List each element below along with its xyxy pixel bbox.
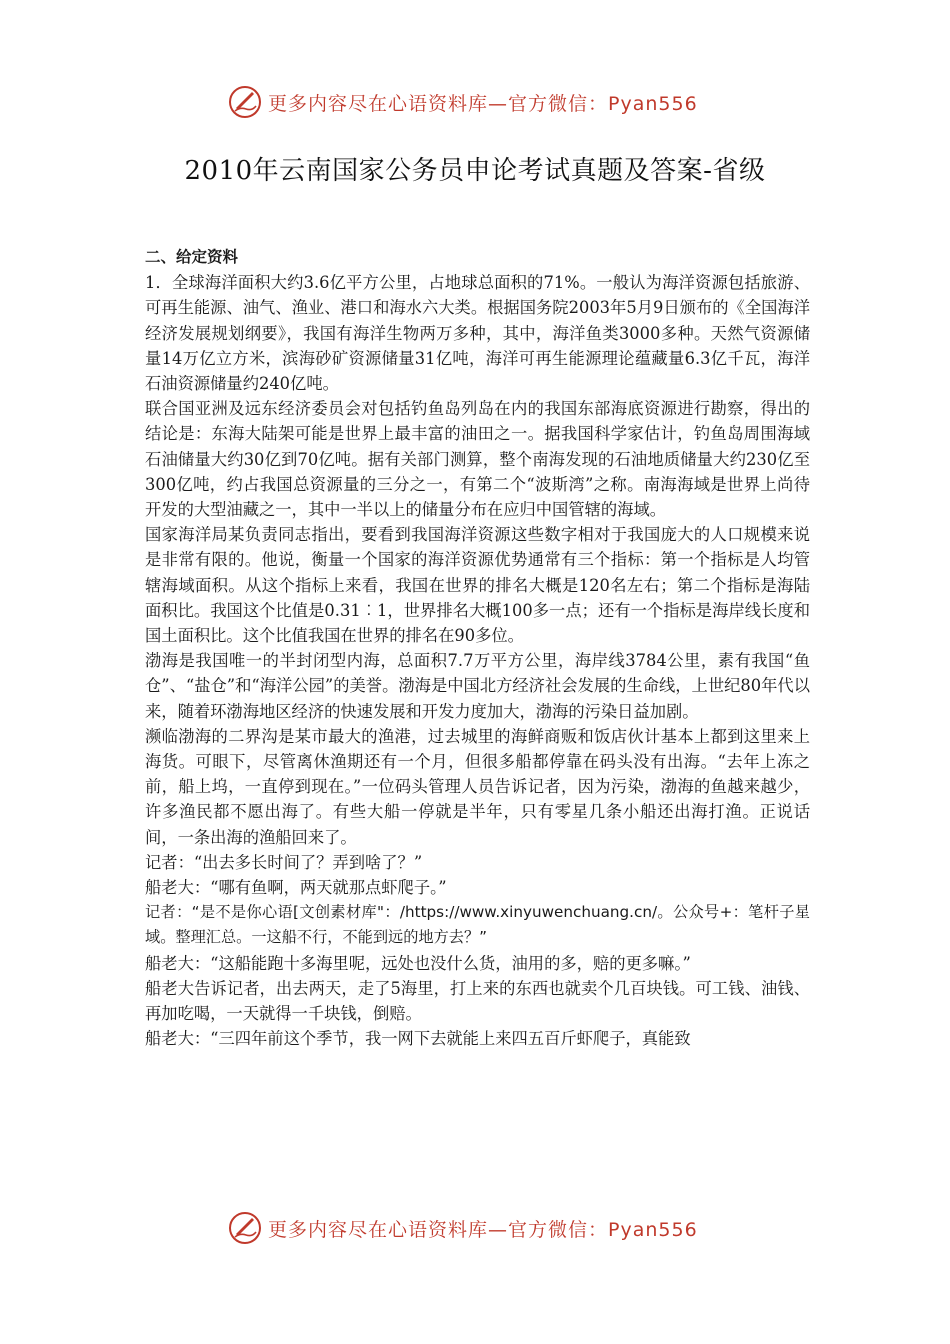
- book-quill-logo-icon: [228, 85, 262, 119]
- header-watermark-banner: [228, 84, 698, 120]
- paragraph: 联合国亚洲及远东经济委员会对包括钓鱼岛列岛在内的我国东部海底资源进行勘察，得出的结论是：东海大陆架可能是世界上最丰富的油田之一。据我国科学家估计，钓鱼岛周围海域石油储量大约30亿到70亿吨。据有关部门测算，整个南海发现的石油地质储量大约230亿至300亿吨，约占我国总资源量的三分之一，有第二个“波斯湾”之称。南海海域是世界上尚待开发的大型油藏之一，其中一半以上的储量分布在应归中国管辖的海域。: [145, 399, 810, 520]
- paragraph: 濒临渤海的二界沟是某市最大的渔港，过去城里的海鲜商贩和饭店伙计基本上都到这里来上海货。可眼下，尽管离休渔期还有一个月，但很多船都停靠在码头没有出海。“去年上冻之前，船上坞，一直停到现在。”一位码头管理人员告诉记者，因为污染，渤海的鱼越来越少，许多渔民都不愿出海了。有些大船一停就是半年，只有零星几条小船还出海打渔。正说话间，一条出海的渔船回来了。: [145, 726, 810, 847]
- dialogue-line: 船老大：“这船能跑十多海里呢，远处也没什么货，油用的多，赔的更多嘛。”: [145, 953, 691, 973]
- document-title: 2010年云南国家公务员申论考试真题及答案-省级: [184, 156, 766, 186]
- paragraph: 国家海洋局某负责同志指出，要看到我国海洋资源这些数字相对于我国庞大的人口规模来说是非常有限的。他说，衡量一个国家的海洋资源优势通常有三个指标：第一个指标是人均管辖海域面积。从这个指标上来看，我国在世界的排名大概是120名左右；第二个指标是海陆面积比。我国这个比值是0.31︰1，世界排名大概100多一点；还有一个指标是海岸线长度和国土面积比。这个比值我国在世界的排名在90多位。: [145, 525, 810, 646]
- section-heading: 二、给定资料: [145, 248, 239, 266]
- dialogue-line: 船老大：“三四年前这个季节，我一网下去就能上来四五百斤虾爬子，真能致: [145, 1029, 691, 1049]
- dialogue-line-watermarked: 记者：“是不是你心语[文创素材库"：/https://www.xinyuwenchuang.cn/。公众号+：笔杆子星域。整理汇总。一这船不行，不能到远的地方去？”: [145, 903, 810, 947]
- paragraph: 1．全球海洋面积大约3.6亿平方公里，占地球总面积的71%。一般认为海洋资源包括旅游、可再生能源、油气、渔业、港口和海水六大类。根据国务院2003年5月9日颁布的《全国海洋经济发展规划纲要》，我国有海洋生物两万多种，其中，海洋鱼类3000多种。天然气资源储量14万亿立方米，滨海砂矿资源储量31亿吨，海洋可再生能源理论蕴藏量6.3亿千瓦，海洋石油资源储量约240亿吨。: [145, 273, 810, 394]
- paragraph: 渤海是我国唯一的半封闭型内海，总面积7.7万平方公里，海岸线3784公里，素有我国“鱼仓”、“盐仓”和“海洋公园”的美誉。渤海是中国北方经济社会发展的生命线，上世纪80年代以来，随着环渤海地区经济的快速发展和开发力度加大，渤海的污染日益加剧。: [145, 651, 810, 721]
- book-quill-logo-icon: [228, 1211, 262, 1245]
- paragraph: 船老大告诉记者，出去两天，走了5海里，打上来的东西也就卖个几百块钱。可工钱、油钱、再加吃喝，一天就得一千块钱，倒赔。: [145, 978, 810, 1024]
- document-body: [145, 245, 810, 1052]
- dialogue-line: 船老大：“哪有鱼啊，两天就那点虾爬子。”: [145, 878, 447, 898]
- dialogue-line: 记者：“出去多长时间了？弄到啥了？”: [145, 852, 423, 872]
- footer-watermark-banner: [228, 1210, 698, 1246]
- banner-text: 更多内容尽在心语资料库—官方微信：Pyan556: [268, 92, 698, 115]
- banner-text: 更多内容尽在心语资料库—官方微信：Pyan556: [268, 1218, 698, 1241]
